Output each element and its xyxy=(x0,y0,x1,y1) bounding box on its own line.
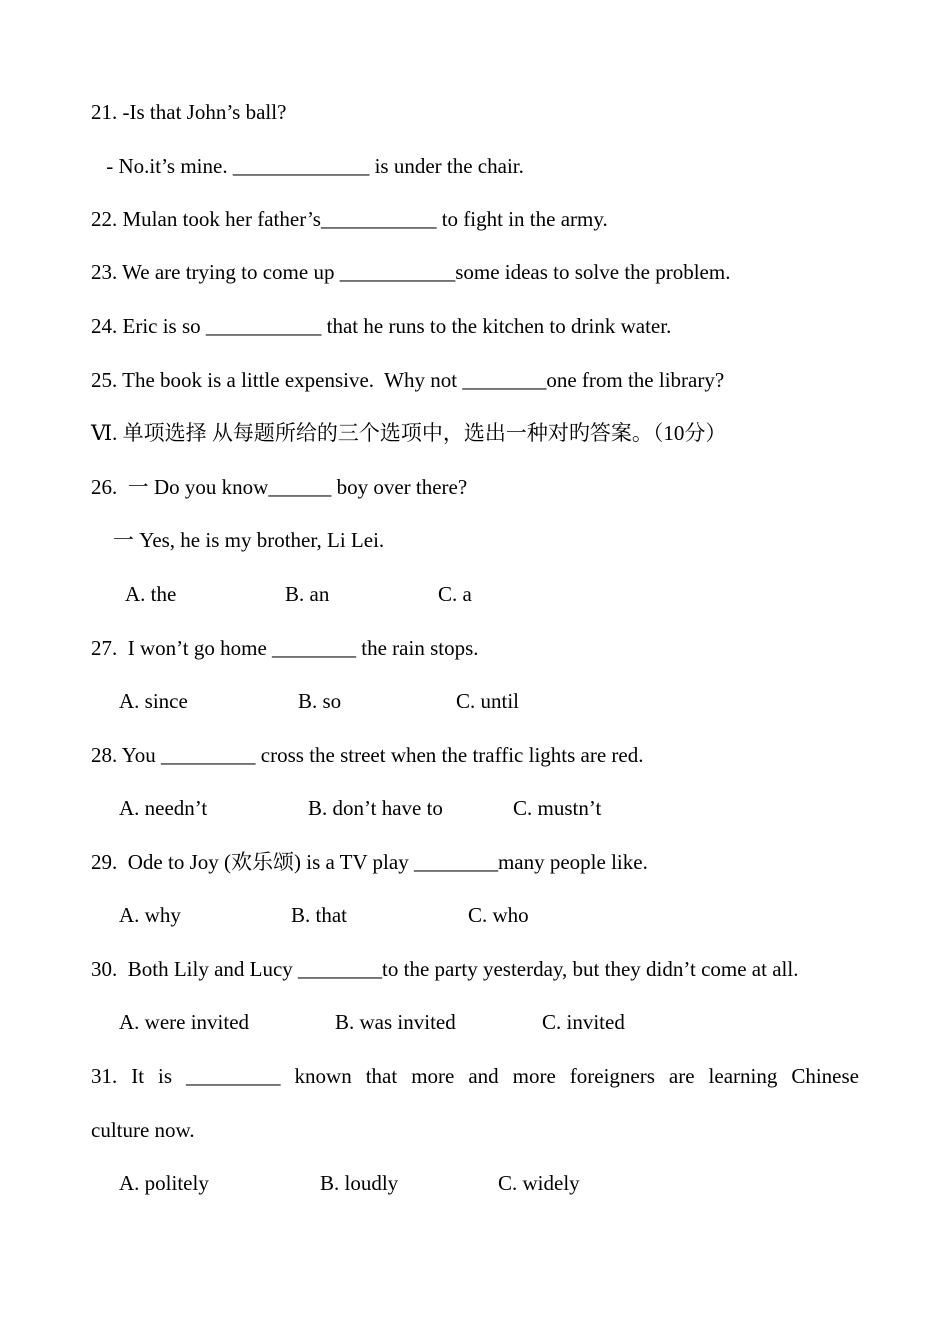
question-31-option-b: B. loudly xyxy=(320,1171,399,1195)
question-30-option-c: C. invited xyxy=(542,1010,625,1034)
question-31-stem: 31. It is _________ known that more and more foreigners are learning Chinese xyxy=(91,1064,859,1088)
question-31-option-c: C. widely xyxy=(498,1171,580,1195)
question-22: 22. Mulan took her father’s___________ to fight in the army. xyxy=(91,207,608,231)
question-28-option-b: B. don’t have to xyxy=(308,796,443,820)
question-31-stem2: culture now. xyxy=(91,1118,195,1142)
section-heading: Ⅵ. 单项选择 从每题所给的三个选项中，选出一种对旳答案。（10分） xyxy=(91,421,727,445)
question-26-stem: 26. 一 Do you know______ boy over there? xyxy=(91,475,468,499)
question-27-option-a: A. since xyxy=(119,689,188,713)
question-21-line1: 21. -Is that John’s ball? xyxy=(91,100,287,124)
question-30-option-a: A. were invited xyxy=(119,1010,250,1034)
question-23: 23. We are trying to come up ___________some ideas to solve the problem. xyxy=(91,260,731,284)
question-29-option-c: C. who xyxy=(468,903,529,927)
question-26-stem2: 一 Yes, he is my brother, Li Lei. xyxy=(113,528,385,552)
question-24: 24. Eric is so ___________ that he runs to the kitchen to drink water. xyxy=(91,314,672,338)
question-21-line2: - No.it’s mine. _____________ is under the chair. xyxy=(101,154,524,178)
question-25: 25. The book is a little expensive. Why not ________one from the library? xyxy=(91,368,725,392)
question-27-stem: 27. I won’t go home ________ the rain stops. xyxy=(91,636,479,660)
question-31-option-a: A. politely xyxy=(119,1171,209,1195)
question-27-option-c: C. until xyxy=(456,689,520,713)
question-30-option-b: B. was invited xyxy=(335,1010,456,1034)
question-29-option-b: B. that xyxy=(291,903,347,927)
question-29-stem: 29. Ode to Joy (欢乐颂) is a TV play ________many people like. xyxy=(91,850,648,874)
question-27-option-b: B. so xyxy=(298,689,342,713)
question-28-stem: 28. You _________ cross the street when the traffic lights are red. xyxy=(91,743,644,767)
question-28-option-c: C. mustn’t xyxy=(513,796,602,820)
question-30-stem: 30. Both Lily and Lucy ________to the party yesterday, but they didn’t come at all. xyxy=(91,957,799,981)
question-26-option-b: B. an xyxy=(285,582,330,606)
question-28-option-a: A. needn’t xyxy=(119,796,208,820)
question-26-option-c: C. a xyxy=(438,582,472,606)
question-29-option-a: A. why xyxy=(119,903,181,927)
question-26-option-a: A. the xyxy=(125,582,177,606)
